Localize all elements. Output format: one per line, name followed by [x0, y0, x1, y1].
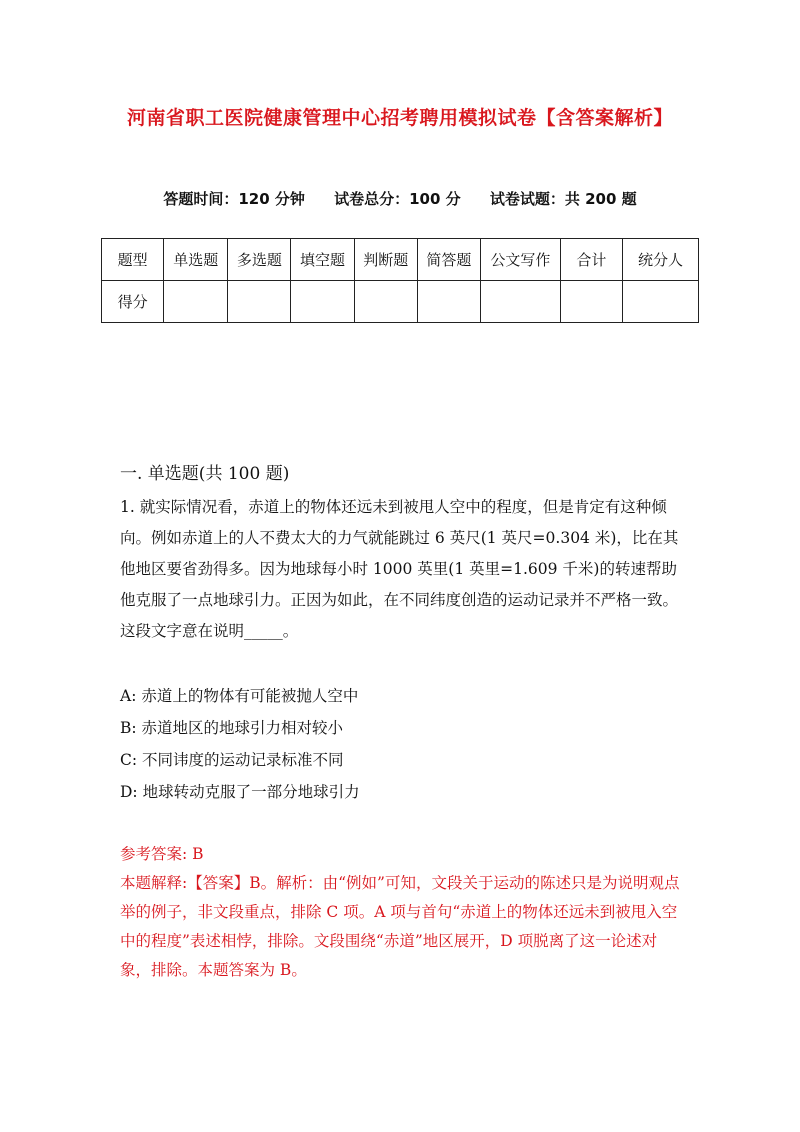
option-a[interactable]: A: 赤道上的物体有可能被抛人空中	[120, 687, 359, 705]
question-stem	[120, 492, 680, 647]
exam-info	[0, 188, 800, 209]
table-header-cell: 公文写作	[480, 239, 560, 281]
table-header-cell: 单选题	[164, 239, 228, 281]
score-table-score-row	[102, 281, 699, 323]
answer-explanation: 本题解释:【答案】B。解析：由“例如”可知，文段关于运动的陈述只是为说明观点举的例子，非文段重点，排除 C 项。A 项与首句“赤道上的物体还远未到被甩入空中的程度”表述相悖，排除。文段围绕“赤道”地区展开，D 项脱离了这一论述对象，排除。本题答案为 B。	[120, 874, 680, 979]
option-c[interactable]: C: 不同讳度的运动记录标准不同	[120, 751, 344, 769]
table-header-cell: 统分人	[622, 239, 698, 281]
exam-time: 答题时间：120 分钟	[163, 190, 305, 208]
table-header-cell: 题型	[102, 239, 164, 281]
reference-answer: 参考答案: B	[120, 845, 204, 863]
option-b[interactable]: B: 赤道地区的地球引力相对较小	[120, 719, 344, 737]
score-cell[interactable]	[164, 281, 228, 323]
table-header-cell: 简答题	[417, 239, 480, 281]
table-header-cell: 判断题	[354, 239, 417, 281]
score-table-header-row	[102, 239, 699, 281]
question-prompt: 这段文字意在说明_____。	[120, 622, 299, 640]
score-cell[interactable]	[417, 281, 480, 323]
question-text: 1. 就实际情况看，赤道上的物体还远未到被甩人空中的程度，但是肯定有这种倾向。例如赤道上的人不费太大的力气就能跳过 6 英尺(1 英尺=0.304 米)，比在其他地区要省劲得多。因为地球每小时 1000 英里(1 英里=1.609 千米)的转速帮助他克服了一点地球引力。正因为如此，在不同纬度创造的运动记录并不严格一致。	[120, 498, 679, 609]
score-table	[101, 238, 699, 323]
answer-block	[120, 840, 680, 985]
table-header-cell: 多选题	[228, 239, 291, 281]
question-options	[120, 680, 680, 808]
score-cell[interactable]	[480, 281, 560, 323]
score-cell[interactable]	[228, 281, 291, 323]
score-cell[interactable]	[560, 281, 622, 323]
score-cell[interactable]	[622, 281, 698, 323]
table-header-cell: 填空题	[291, 239, 354, 281]
exam-total-questions: 试卷试题：共 200 题	[489, 190, 637, 208]
table-row-label: 得分	[102, 281, 164, 323]
option-d[interactable]: D: 地球转动克服了一部分地球引力	[120, 783, 360, 801]
page-title: 河南省职工医院健康管理中心招考聘用模拟试卷【含答案解析】	[126, 107, 673, 129]
score-cell[interactable]	[291, 281, 354, 323]
section-heading: 一. 单选题(共 100 题)	[120, 464, 290, 484]
exam-total-score: 试卷总分：100 分	[334, 190, 461, 208]
score-cell[interactable]	[354, 281, 417, 323]
table-header-cell: 合计	[560, 239, 622, 281]
